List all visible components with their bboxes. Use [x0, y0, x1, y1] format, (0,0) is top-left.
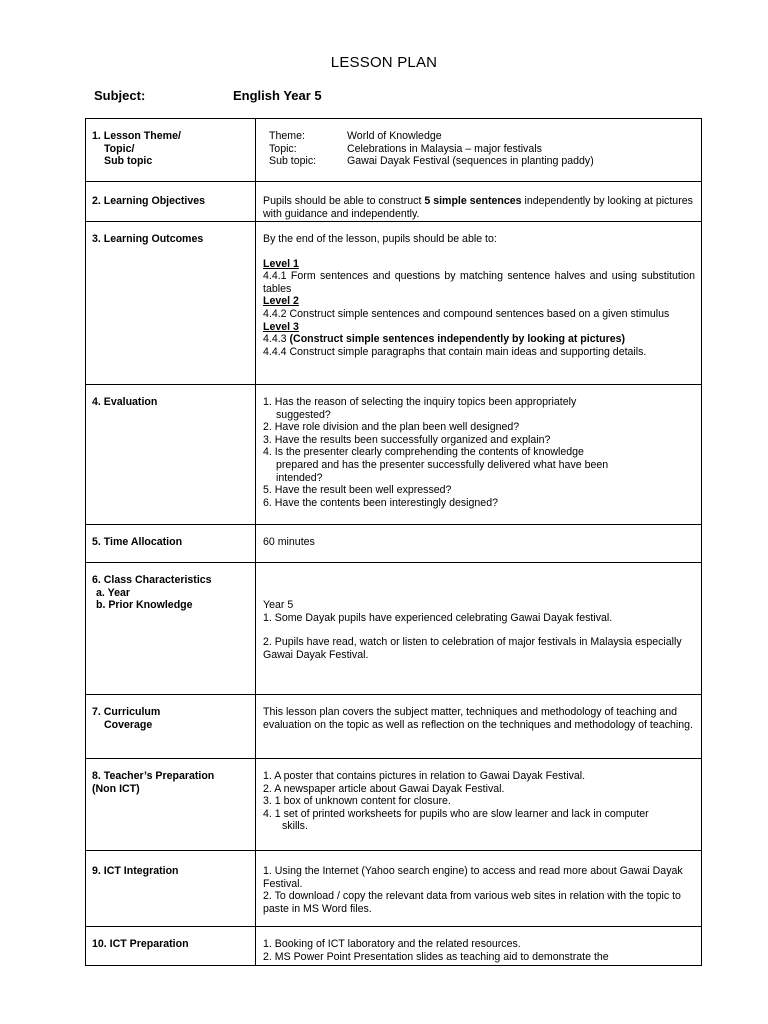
objective-bold: 5 simple sentences [424, 195, 522, 207]
subtopic-key: Sub topic: [269, 155, 317, 168]
row-label-teacher-preparation [86, 759, 256, 851]
lesson-plan-table [85, 118, 702, 966]
row-value-evaluation [256, 385, 702, 525]
table-row [86, 563, 702, 695]
topic-value: Celebrations in Malaysia – major festivals [347, 142, 542, 155]
evaluation-item-cont: intended? [276, 471, 323, 484]
label-line: (Non ICT) [92, 782, 140, 795]
evaluation-item: 5. Have the result been well expressed? [263, 484, 452, 497]
label-line: b. Prior Knowledge [96, 599, 193, 612]
row-value-time-allocation: 60 minutes [256, 525, 702, 563]
table-row [86, 927, 702, 966]
row-label-ict-integration: 9. ICT Integration [86, 851, 256, 927]
subject-value: English Year 5 [233, 88, 322, 103]
row-label-lesson-theme [86, 119, 256, 182]
theme-key: Theme: [269, 130, 305, 142]
row-label-ict-preparation: 10. ICT Preparation [86, 927, 256, 966]
preparation-item: 1. A poster that contains pictures in relation to Gawai Dayak Festival. [263, 770, 586, 782]
table-row [86, 222, 702, 385]
theme-table [263, 130, 594, 168]
row-value-learning-outcomes [256, 222, 702, 385]
evaluation-item: 4. Is the presenter clearly comprehending the contents of knowledge [263, 446, 584, 459]
preparation-item-cont: skills. [282, 820, 308, 833]
preparation-item: 4. 1 set of printed worksheets for pupils who are slow learner and lack in computer [263, 807, 649, 820]
outcome-bold-text: (Construct simple sentences independently by looking at pictures) [289, 333, 626, 346]
label-line: 7. Curriculum [92, 706, 161, 718]
class-year: Year 5 [263, 599, 294, 611]
prior-knowledge-item: 1. Some Dayak pupils have experienced celebrating Gawai Dayak festival. [263, 611, 613, 624]
preparation-item: 3. 1 box of unknown content for closure. [263, 795, 451, 808]
level-1-heading: Level 1 [263, 257, 299, 270]
label-line: Topic/ [104, 142, 135, 155]
ict-preparation-item: 1. Booking of ICT laboratory and the related resources. [263, 938, 521, 950]
ict-integration-item: 2. To download / copy the relevant data from various web sites in relation with the topic to paste in MS Word files. [263, 890, 681, 915]
table-row [86, 119, 702, 182]
level-3-heading: Level 3 [263, 320, 299, 333]
ict-integration-item: 1. Using the Internet (Yahoo search engine) to access and read more about Gawai Dayak Festival. [263, 865, 683, 890]
preparation-item: 2. A newspaper article about Gawai Dayak Festival. [263, 782, 505, 795]
topic-key: Topic: [269, 142, 297, 155]
outcome-4-4-3 [263, 333, 695, 346]
label-line: 8. Teacher’s Preparation [92, 770, 215, 782]
table-row [86, 525, 702, 563]
table-row [86, 182, 702, 222]
evaluation-item: 6. Have the contents been interestingly designed? [263, 496, 498, 509]
row-label-curriculum-coverage [86, 695, 256, 759]
subtopic-value: Gawai Dayak Festival (sequences in planting paddy) [347, 155, 594, 168]
theme-value: World of Knowledge [347, 130, 442, 142]
outcome-4-4-1: 4.4.1 Form sentences and questions by matching sentence halves and using substitution tables [263, 270, 695, 295]
row-value-curriculum-coverage: This lesson plan covers the subject matter, techniques and methodology of teaching and evaluation on the topic as well as reflection on the techniques and methodology of teaching. [256, 695, 702, 759]
row-label-evaluation: 4. Evaluation [86, 385, 256, 525]
row-value-teacher-preparation [256, 759, 702, 851]
level-2-heading: Level 2 [263, 295, 299, 308]
prior-knowledge-item: 2. Pupils have read, watch or listen to celebration of major festivals in Malaysia especially Gawai Dayak Festival. [263, 636, 682, 661]
evaluation-item-cont: suggested? [276, 408, 331, 421]
label-line: 1. Lesson Theme/ [92, 130, 181, 142]
outcome-intro: By the end of the lesson, pupils should be able to: [263, 233, 497, 245]
objective-text: Pupils should be able to construct [263, 195, 425, 207]
row-label-time-allocation: 5. Time Allocation [86, 525, 256, 563]
row-value-ict-preparation [256, 927, 702, 966]
table-row [86, 695, 702, 759]
row-value-ict-integration [256, 851, 702, 927]
table-row [86, 851, 702, 927]
outcome-4-4-2: 4.4.2 Construct simple sentences and compound sentences based on a given stimulus [263, 307, 670, 320]
evaluation-item-cont: prepared and has the presenter successfully delivered what have been [276, 458, 609, 471]
label-line: Sub topic [104, 155, 153, 168]
document-title: LESSON PLAN [330, 54, 438, 71]
table-row [86, 385, 702, 525]
evaluation-item: 3. Have the results been successfully organized and explain? [263, 433, 551, 446]
row-value-class-characteristics [256, 563, 702, 695]
row-label-learning-objectives: 2. Learning Objectives [86, 182, 256, 222]
row-label-class-characteristics [86, 563, 256, 695]
evaluation-item: 2. Have role division and the plan been well designed? [263, 421, 520, 434]
label-line: a. Year [96, 586, 130, 599]
ict-preparation-item: 2. MS Power Point Presentation slides as teaching aid to demonstrate the [263, 950, 609, 963]
row-value-learning-objectives [256, 182, 702, 222]
table-row [86, 759, 702, 851]
label-line: Coverage [104, 718, 153, 731]
evaluation-item: 1. Has the reason of selecting the inquiry topics been appropriately [263, 396, 577, 408]
outcome-number: 4.4.3 [263, 333, 290, 346]
row-value-lesson-theme [256, 119, 702, 182]
objective-text-end: independently by looking at pictures with guidance and independently. [263, 195, 693, 220]
subject-label: Subject: [94, 88, 146, 103]
outcome-4-4-4: 4.4.4 Construct simple paragraphs that contain main ideas and supporting details. [263, 345, 647, 358]
row-label-learning-outcomes: 3. Learning Outcomes [86, 222, 256, 385]
label-line: 6. Class Characteristics [92, 574, 212, 586]
